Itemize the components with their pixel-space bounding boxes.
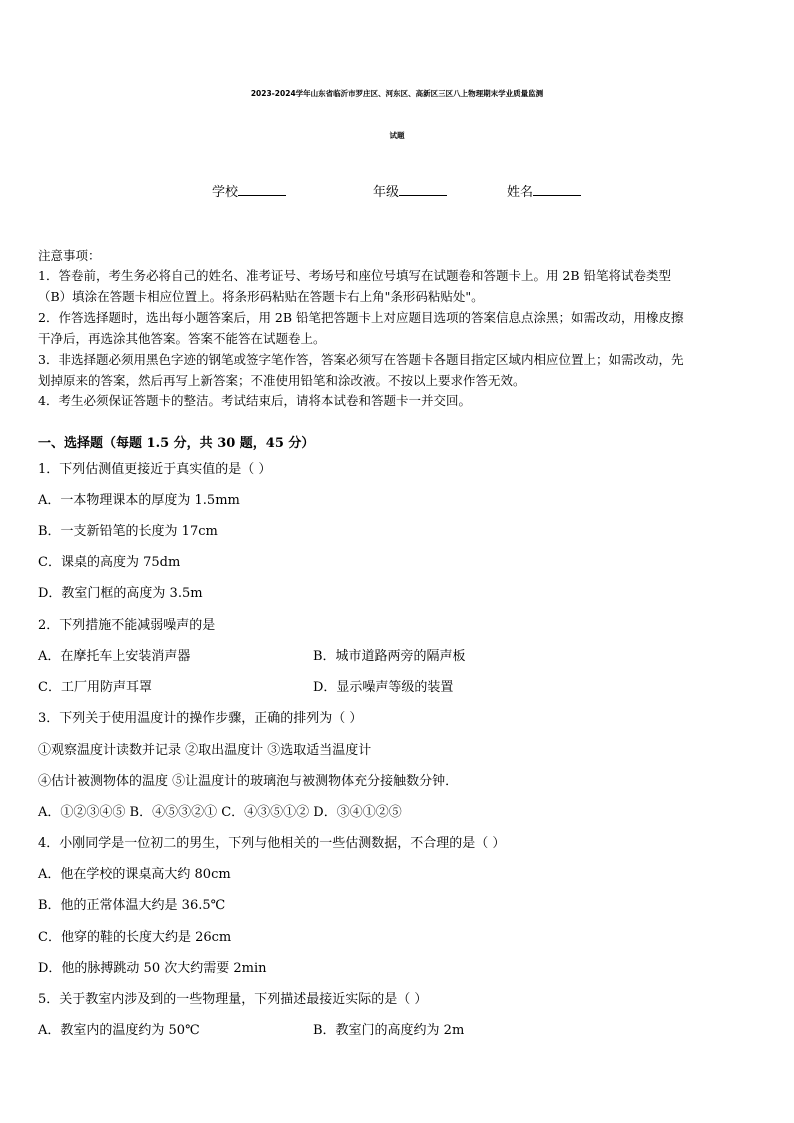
q5-option-b: B．教室门的高度约为 2m (313, 1023, 465, 1038)
school-field (212, 181, 286, 200)
q2-option-c: C．工厂用防声耳罩 (38, 680, 152, 695)
q4-option-c: C．他穿的鞋的长度大约是 26cm (38, 930, 232, 945)
name-field (507, 181, 581, 200)
q1-stem: 1．下列估测值更接近于真实值的是（ ） (38, 462, 272, 477)
name-label: 姓名 (507, 185, 534, 200)
grade-field (373, 181, 447, 200)
q1-option-b: B．一支新铅笔的长度为 17cm (38, 524, 218, 539)
q2-option-a: A．在摩托车上安装消声器 (38, 649, 191, 664)
page-title-continued: 试题 (389, 131, 405, 140)
section-heading: 一、选择题（每题 1.5 分，共 30 题，45 分） (38, 436, 315, 451)
page-title: 2023-2024学年山东省临沂市罗庄区、河东区、高新区三区八上物理期末学业质量监测 (250, 89, 544, 98)
q1-option-c: C．课桌的高度为 75dm (38, 555, 181, 570)
q4-option-d: D．他的脉搏跳动 50 次大约需要 2min (38, 961, 267, 976)
school-label: 学校 (212, 185, 239, 200)
note-2-line-2: 干净后，再选涂其他答案。答案不能答在试题卷上。 (38, 331, 326, 346)
q3-steps-line-2: ④估计被测物体的温度 ⑤让温度计的玻璃泡与被测物体充分接触数分钟． (38, 774, 459, 789)
note-2-line-1: 2．作答选择题时，选出每小题答案后，用 2B 铅笔把答题卡上对应题目选项的答案信息点涂黑；如需改动，用橡皮擦 (38, 310, 684, 325)
q1-option-a: A．一本物理课本的厚度为 1.5mm (38, 493, 240, 508)
grade-blank (399, 183, 447, 196)
notes-heading: 注意事项： (38, 248, 101, 263)
q2-option-d: D．显示噪声等级的装置 (313, 680, 454, 695)
q2-option-b: B．城市道路两旁的隔声板 (313, 649, 466, 664)
q4-option-a: A．他在学校的课桌高大约 80cm (38, 867, 231, 882)
q3-steps-line-1: ①观察温度计读数并记录 ②取出温度计 ③选取适当温度计 (38, 743, 372, 758)
q4-option-b: B．他的正常体温大约是 36.5℃ (38, 898, 226, 913)
q5-stem: 5．关于教室内涉及到的一些物理量，下列描述最接近实际的是（ ） (38, 992, 428, 1007)
grade-label: 年级 (373, 185, 400, 200)
note-4: 4．考生必须保证答题卡的整洁。考试结束后，请将本试卷和答题卡一并交回。 (38, 393, 471, 408)
note-3-line-1: 3．非选择题必须用黑色字迹的钢笔或签字笔作答，答案必须写在答题卡各题目指定区域内相应位置上；如需改动，先 (38, 352, 684, 367)
q2-stem: 2．下列措施不能减弱噪声的是 (38, 618, 216, 633)
q4-stem: 4．小刚同学是一位初二的男生，下列与他相关的一些估测数据，不合理的是（ ） (38, 836, 506, 851)
note-1-line-1: 1．答卷前，考生务必将自己的姓名、准考证号、考场号和座位号填写在试题卷和答题卡上。用 2B 铅笔将试卷类型 (38, 268, 672, 283)
name-blank (533, 183, 581, 196)
school-blank (238, 183, 286, 196)
note-1-line-2: （B）填涂在答题卡相应位置上。将条形码粘贴在答题卡右上角"条形码粘贴处"。 (38, 289, 484, 304)
q3-stem: 3．下列关于使用温度计的操作步骤，正确的排列为（ ） (38, 711, 363, 726)
note-3-line-2: 划掉原来的答案，然后再写上新答案；不准使用铅笔和涂改液。不按以上要求作答无效。 (38, 373, 526, 388)
q3-options: A．①②③④⑤ B．④⑤③②① C．④③⑤①② D．③④①②⑤ (38, 805, 402, 820)
q1-option-d: D．教室门框的高度为 3.5m (38, 586, 203, 601)
q5-option-a: A．教室内的温度约为 50℃ (38, 1023, 200, 1038)
